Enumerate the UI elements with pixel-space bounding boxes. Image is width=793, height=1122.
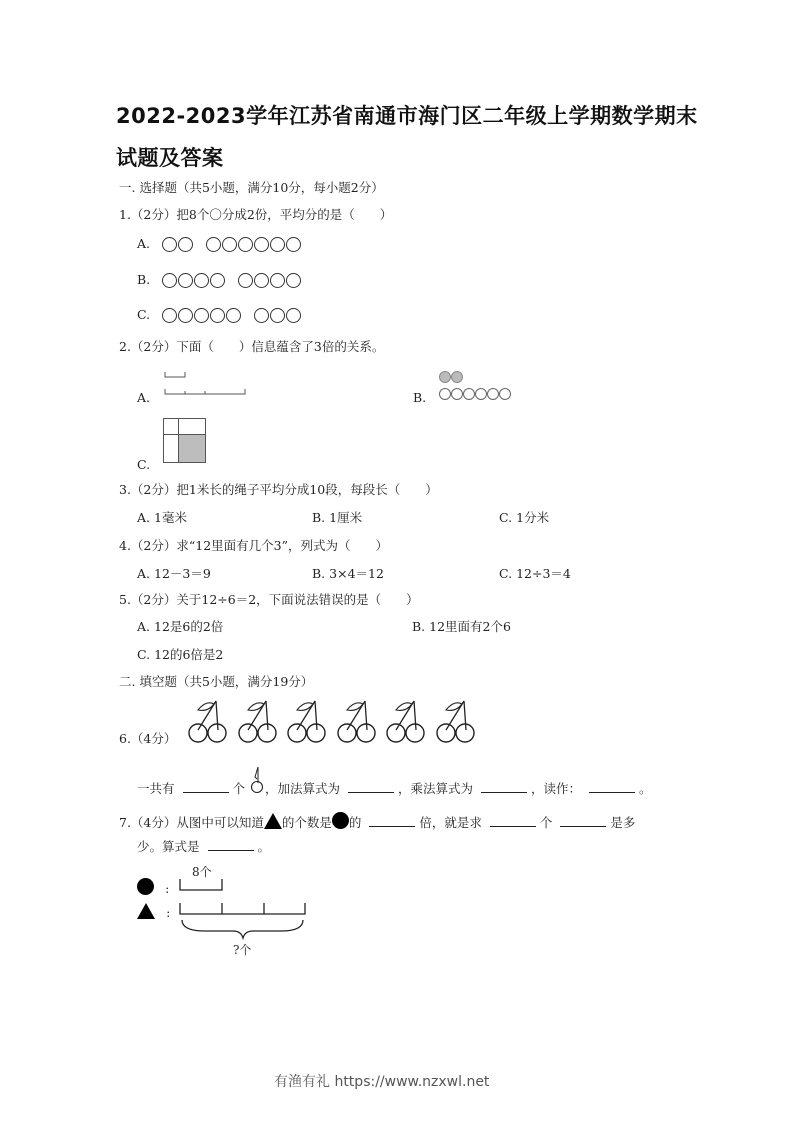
q1-option-c[interactable] xyxy=(137,307,302,323)
q1-stem: 1.（2分）把8个〇分成2份，平均分的是（ ） xyxy=(119,207,393,222)
option-label: A. xyxy=(137,619,151,634)
circle-group-diagram xyxy=(162,307,302,322)
q6-stem: 6.（4分） xyxy=(119,731,177,746)
q6-blank-reading[interactable] xyxy=(589,780,635,793)
q7-blank-item[interactable] xyxy=(560,814,606,827)
cherry-icon xyxy=(384,698,428,744)
q1-option-b[interactable] xyxy=(137,272,302,288)
q6-text: ，读作： xyxy=(531,781,582,796)
option-label: C. xyxy=(137,307,151,322)
circle-icon xyxy=(286,308,301,323)
shaded-square-icon xyxy=(163,418,207,466)
q2-option-c-label[interactable]: C. xyxy=(137,457,151,472)
q4-option-a[interactable] xyxy=(137,566,211,582)
q6-fill-line xyxy=(137,779,652,797)
option-text: 12的6倍是2 xyxy=(154,647,224,662)
cherry-icon xyxy=(236,698,280,744)
circle-icon xyxy=(162,237,177,252)
circle-group-diagram xyxy=(162,236,302,251)
option-text: 12里面有2个6 xyxy=(429,619,511,634)
segment-diagram-q7-icon xyxy=(175,876,315,946)
q2-option-b-diagram xyxy=(439,366,511,397)
circle-icon xyxy=(206,237,221,252)
circle-icon xyxy=(270,273,285,288)
option-label: A. xyxy=(137,566,151,581)
footer-watermark[interactable]: 有渔有礼 https://www.nzxwl.net xyxy=(274,1074,490,1090)
cherry-icon xyxy=(434,698,478,744)
page-title-line1: 2022-2023学年江苏省南通市海门区二年级上学期数学期末 xyxy=(116,104,698,128)
option-text: 12÷3＝4 xyxy=(516,566,571,581)
page-title-line2: 试题及答案 xyxy=(116,146,224,170)
colon: : xyxy=(165,881,170,896)
q2-option-a-label[interactable]: A. xyxy=(137,390,151,405)
q7-text: 少。算式是 xyxy=(137,839,200,854)
circle-icon xyxy=(178,308,193,323)
q7-text: 是多 xyxy=(610,815,636,830)
option-label: C. xyxy=(499,566,513,581)
circle-icon xyxy=(210,308,225,323)
circle-icon xyxy=(286,237,301,252)
cherries-diagram xyxy=(186,698,483,748)
option-text: 3×4＝12 xyxy=(329,566,384,581)
triangle-icon xyxy=(264,813,282,829)
q7-text: 。 xyxy=(257,839,271,854)
q7-text: 个 xyxy=(539,815,553,830)
q5-stem: 5.（2分）关于12÷6＝2，下面说法错误的是（ ） xyxy=(119,592,419,607)
option-label: A. xyxy=(137,236,151,251)
circle-group-diagram xyxy=(162,272,302,287)
q2-option-b-label[interactable]: B. xyxy=(413,390,427,405)
diagram-label-8: 8个 xyxy=(192,865,212,879)
section1-heading: 一. 选择题（共5小题，满分10分，每小题2分） xyxy=(119,180,384,195)
q7-line2 xyxy=(137,838,270,855)
circle-icon xyxy=(254,273,269,288)
empty-circle-icon xyxy=(463,388,475,400)
q7-text: 7.（4分）从图中可以知道 xyxy=(119,815,264,830)
q7-line1 xyxy=(119,812,635,831)
empty-circle-icon xyxy=(439,388,451,400)
option-label: B. xyxy=(137,272,151,287)
diagram-label-total: ?个 xyxy=(233,943,252,957)
q2-stem: 2.（2分）下面（ ）信息蕴含了3倍的关系。 xyxy=(119,339,385,354)
option-text: 1分米 xyxy=(516,510,550,525)
circle-icon xyxy=(270,237,285,252)
q7-text: 的个数是 xyxy=(281,815,332,830)
q6-text: 一共有 xyxy=(137,781,175,796)
diagram-triangle-row xyxy=(137,902,170,921)
circle-icon xyxy=(137,878,154,895)
q7-blank-times[interactable] xyxy=(369,814,415,827)
circle-icon xyxy=(162,308,177,323)
q6-text: 。 xyxy=(639,781,652,796)
q3-option-c[interactable] xyxy=(499,510,549,526)
diagram-circle-row xyxy=(137,878,169,897)
q7-blank-number[interactable] xyxy=(490,814,536,827)
circle-icon xyxy=(194,273,209,288)
triangle-icon xyxy=(137,903,155,919)
empty-circle-icon xyxy=(487,388,499,400)
circle-icon xyxy=(286,273,301,288)
option-label: B. xyxy=(312,510,326,525)
option-label: C. xyxy=(137,647,151,662)
q4-stem: 4.（2分）求“12里面有几个3”，列式为（ ） xyxy=(119,538,389,553)
cherry-icon xyxy=(186,698,230,744)
q4-option-b[interactable] xyxy=(312,566,384,582)
q5-option-b[interactable] xyxy=(412,619,511,635)
q6-text: ，乘法算式为 xyxy=(398,781,474,796)
q6-blank-count[interactable] xyxy=(183,780,229,793)
q3-option-a[interactable] xyxy=(137,510,187,526)
q7-blank-formula[interactable] xyxy=(208,838,254,851)
circle-icon xyxy=(270,308,285,323)
empty-circle-icon xyxy=(475,388,487,400)
q1-option-a[interactable] xyxy=(137,236,302,252)
option-text: 1毫米 xyxy=(154,510,187,525)
circle-icon xyxy=(194,308,209,323)
q6-text: 个 xyxy=(232,781,246,796)
option-label: B. xyxy=(312,566,326,581)
q6-blank-multiplication[interactable] xyxy=(481,780,527,793)
option-text: 12是6的2倍 xyxy=(154,619,224,634)
filled-circle-icon xyxy=(451,371,463,383)
q7-text: 的 xyxy=(348,815,362,830)
circle-icon xyxy=(178,237,193,252)
colon: : xyxy=(166,905,171,920)
section2-heading: 二. 填空题（共5小题，满分19分） xyxy=(119,674,314,689)
option-label: B. xyxy=(412,619,426,634)
cherry-icon xyxy=(335,698,379,744)
q3-stem: 3.（2分）把1米长的绳子平均分成10段，每段长（ ） xyxy=(119,482,438,497)
single-cherry-icon xyxy=(249,765,265,795)
q5-option-a[interactable] xyxy=(137,619,223,635)
q7-text: 倍，就是求 xyxy=(419,815,482,830)
q4-option-c[interactable] xyxy=(499,566,571,582)
q6-text: ，加法算式为 xyxy=(265,781,341,796)
filled-circle-icon xyxy=(439,371,451,383)
circle-icon xyxy=(210,273,225,288)
circle-icon xyxy=(178,273,193,288)
circle-icon xyxy=(222,237,237,252)
option-text: 1厘米 xyxy=(329,510,363,525)
option-label: C. xyxy=(499,510,513,525)
circle-icon xyxy=(332,812,349,829)
circle-icon xyxy=(238,237,253,252)
q6-blank-addition[interactable] xyxy=(348,780,394,793)
circle-icon xyxy=(238,273,253,288)
q5-option-c[interactable] xyxy=(137,647,223,663)
circle-icon xyxy=(254,237,269,252)
option-label: A. xyxy=(137,510,151,525)
q3-option-b[interactable] xyxy=(312,510,362,526)
circle-icon xyxy=(162,273,177,288)
segment-diagram-icon xyxy=(160,370,250,400)
option-text: 12－3＝9 xyxy=(154,566,211,581)
empty-circle-icon xyxy=(499,388,511,400)
empty-circle-icon xyxy=(451,388,463,400)
circle-icon xyxy=(254,308,269,323)
circle-icon xyxy=(226,308,241,323)
cherry-icon xyxy=(285,698,329,744)
